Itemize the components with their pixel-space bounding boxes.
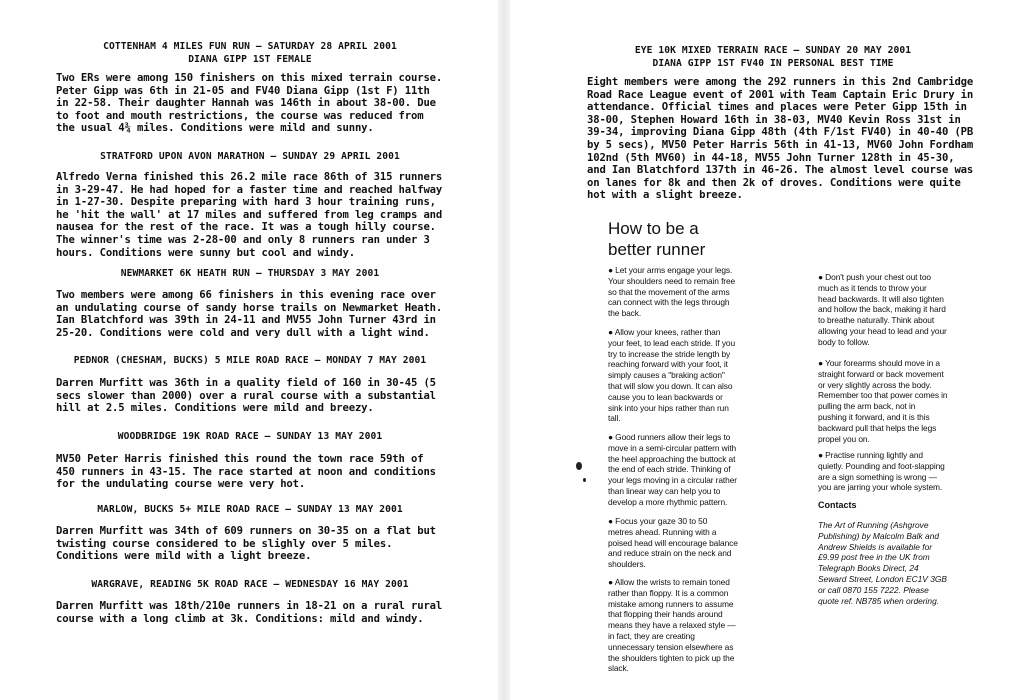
article-body-eye: Eight members were among the 292 runners in this 2nd Cambridge Road Race League event of 2001 with Team Captain Eric Drury in attendance. Official times and places were Peter Gipp 15th in 38-00, Stephen Howard 16th in 38-03, MV40 Kevin Ross 31st in 39-34, improving Diana Gipp 48th (4th F/1st FV40) in 40-40 (PB by 5 secs), MV50 Peter Harris 56th in 41-13, MV60 John Fordham 102nd (5th MV60) in 44-18, MV55 John Turner 128th in 45-30, and Ian Blatchford 137th in 46-26. The almost level course was on lanes for 8k and then 2k of droves. Conditions were quite hot with a slight breeze. (587, 76, 974, 202)
right-page (508, 0, 1015, 700)
article-body-stratford: Alfredo Verna finished this 26.2 mile race 86th of 315 runners in 3-29-47. He had hoped for a faster time and reached halfway in 1-27-30. Despite preparing with hard 3 hour training runs, he 'hit the wall' at 17 miles and suffered from leg cramps and nausea for the rest of the race. It was a tough hilly course. The winner's time was 2-28-00 and only 8 runners ran under 3 hours. Conditions were sunny but cool and windy. (56, 171, 443, 259)
contacts-heading: Contacts (818, 500, 857, 510)
article-body-newmarket: Two members were among 66 finishers in this evening race over an undulating course of sandy horse trails on Newmarket Heath. Ian Blatchford was 39th in 24-11 and MV55 John Turner 43rd in 25-20. Conditions were cold and very dull with a light wind. (56, 289, 443, 339)
scan-speck (583, 478, 586, 482)
scan-speck (576, 462, 582, 470)
tip-arms: ● Let your arms engage your legs. Your shoulders need to remain free so that the movement of the arms can connect with the legs through the back. (608, 265, 736, 319)
article-heading-marlow: MARLOW, BUCKS 5+ MILE ROAD RACE – SUNDAY 13 MAY 2001 (97, 504, 403, 515)
contacts-body: The Art of Running (Ashgrove Publishing) by Malcolm Balk and Andrew Shields is available for £9.99 post free in the UK from Telegraph Books Direct, 24 Seward Street, London EC1V 3GB or call 0870 155 7222. Please quote ref. NB785 when ordering. (818, 520, 947, 606)
tip-gaze: ● Focus your gaze 30 to 50 metres ahead. Running with a poised head will encourage balance and reduce strain on the neck and shoulders. (608, 516, 738, 570)
tip-semicircle: ● Good runners allow their legs to move in a semi-circular pattern with the heel approaching the buttock at the end of each stride. Thinking of your legs moving in a circular rather than linear way can help you to develop a more rhythmic pattern. (608, 432, 737, 507)
tip-lightly: ● Practise running lightly and quietly. Pounding and foot-slapping are a sign something is wrong — you are jarring your whole system. (818, 450, 945, 493)
tip-knees: ● Allow your knees, rather than your feet, to lead each stride. If you try to increase the stride length by reaching forward with your foot, it simply causes a "braking action" that will slow you down. It can also cause you to lean backwards or sink into your hips rather than run tall. (608, 327, 736, 424)
tip-wrists: ● Allow the wrists to remain toned rather than floppy. It is a common mistake among runners to assume that flopping their hands around means they have a relaxed style — in fact, they are creating unnecessary tension elsewhere as the shoulders tighten to pick up the slack. (608, 577, 736, 674)
article-heading-woodbridge: WOODBRIDGE 19K ROAD RACE – SUNDAY 13 MAY 2001 (117, 431, 383, 442)
article-heading-cottenham: COTTENHAM 4 MILES FUN RUN – SATURDAY 28 APRIL 2001 DIANA GIPP 1ST FEMALE (103, 41, 397, 65)
left-page (0, 0, 500, 700)
article-heading-newmarket: NEWMARKET 6K HEATH RUN – THURSDAY 3 MAY 2001 (120, 268, 380, 279)
tip-chest: ● Don't push your chest out too much as it tends to throw your head backwards. It will also tighten and hollow the back, making it hard to breathe naturally. Think about allowing your head to lead and your body to follow. (818, 272, 947, 347)
article-heading-pednor: PEDNOR (CHESHAM, BUCKS) 5 MILE ROAD RACE – MONDAY 7 MAY 2001 (73, 355, 427, 366)
article-heading-stratford: STRATFORD UPON AVON MARATHON – SUNDAY 29 APRIL 2001 (100, 151, 400, 162)
tip-forearms: ● Your forearms should move in a straight forward or back movement or very slightly across the body. Remember too that power comes in pulling the arm back, not in pushing it forward, and it is this backward pull that helps the legs propel you on. (818, 358, 948, 444)
article-body-cottenham: Two ERs were among 150 finishers on this mixed terrain course. Peter Gipp was 6th in 21-05 and FV40 Diana Gipp (1st F) 11th in 22-58. Their daughter Hannah was 146th in about 38-00. Due to foot and mouth restrictions, the course was reduced from the usual 4¾ miles. Conditions were mild and sunny. (56, 72, 443, 135)
article-body-wargrave: Darren Murfitt was 18th/210e runners in 18-21 on a rural rural course with a long climb at 3k. Conditions: mild and windy. (56, 600, 443, 625)
article-body-pednor: Darren Murfitt was 36th in a quality field of 160 in 30-45 (5 secs slower than 2000) over a rural course with a substantial hill at 2.5 miles. Conditions were mild and breezy. (56, 377, 436, 415)
article-body-woodbridge: MV50 Peter Harris finished this round the town race 59th of 450 runners in 43-15. The race started at noon and conditions for the undulating course were very hot. (56, 453, 436, 491)
article-body-marlow: Darren Murfitt was 34th of 609 runners on 30-35 on a flat but twisting course considered to be slighly over 5 miles. Conditions were mild with a light breeze. (56, 525, 436, 563)
article-heading-wargrave: WARGRAVE, READING 5K ROAD RACE – WEDNESDAY 16 MAY 2001 (91, 579, 409, 590)
article-heading-eye: EYE 10K MIXED TERRAIN RACE – SUNDAY 20 MAY 2001 DIANA GIPP 1ST FV40 IN PERSONAL BEST TIME (634, 45, 912, 69)
clipping-title: How to be a better runner (608, 219, 706, 259)
